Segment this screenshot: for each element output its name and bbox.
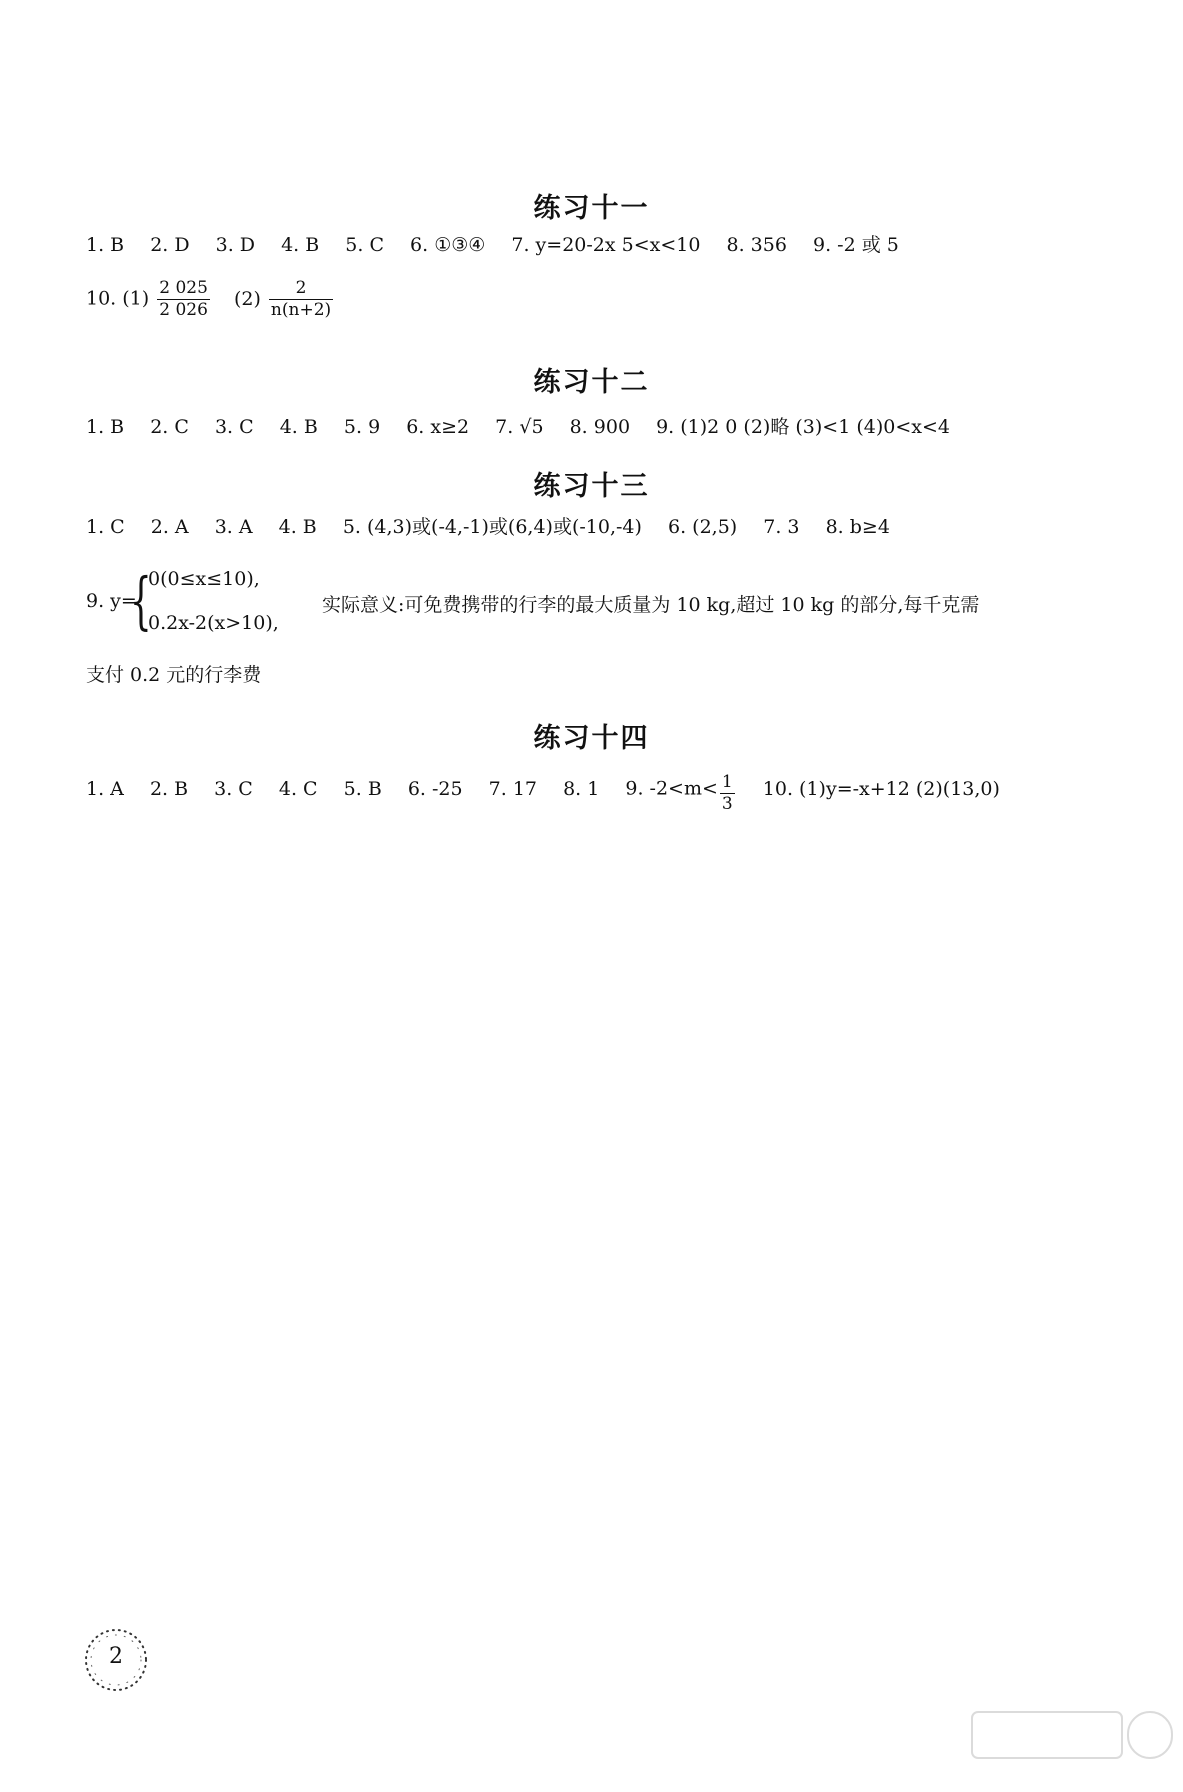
section-title-12: 练习十二	[533, 367, 650, 398]
answer-item: 8. 356	[726, 234, 787, 256]
answer-item: 5. (4,3)或(-4,-1)或(6,4)或(-10,-4)	[342, 516, 642, 538]
section-title-11: 练习十一	[533, 193, 650, 224]
piecewise-case-2: 0.2x-2(x>10),	[148, 612, 279, 634]
answer-item: 7. 17	[488, 777, 538, 800]
answer-item: 3. C	[214, 777, 253, 800]
answer-item: 8. b≥4	[825, 516, 890, 538]
piecewise-case-1: 0(0≤x≤10),	[148, 568, 260, 590]
answer-item: 7. √5	[495, 416, 544, 438]
practical-meaning: 实际意义:可免费携带的行李的最大质量为 10 kg,超过 10 kg 的部分,每千克需	[322, 594, 980, 616]
answer-line-13-cont: 支付 0.2 元的行李费	[86, 664, 262, 686]
piecewise-answer	[86, 564, 1096, 638]
section-title-13: 练习十三	[533, 471, 650, 502]
answer-item: 6. x≥2	[406, 416, 470, 438]
answer-item: 8. 900	[569, 416, 631, 438]
answer-item: 8. 1	[563, 777, 600, 800]
answer-item: 2. D	[150, 234, 190, 256]
fraction-numerator: 2	[269, 280, 333, 300]
answer-item: 1. A	[86, 777, 124, 800]
answer-line-14-1	[86, 770, 1020, 814]
answer-item: 4. B	[281, 234, 320, 256]
page-number	[78, 1622, 154, 1698]
answer-item: 5. B	[343, 777, 382, 800]
answer-item: 1. B	[86, 416, 125, 438]
question-label: 9. y=	[86, 590, 137, 612]
fraction-denominator: n(n+2)	[270, 300, 332, 320]
answer-item: 3. A	[214, 516, 253, 538]
answer-item: 4. B	[279, 416, 318, 438]
answer-line-12-1	[86, 418, 970, 437]
answer-item: 2. B	[149, 777, 189, 800]
answer-item: 2. A	[150, 516, 189, 538]
answer-item: 9. (1)2 0 (2)略 (3)<1 (4)0<x<4	[656, 416, 950, 438]
answer-item: 2. C	[150, 416, 189, 438]
page-number-text: 2	[109, 1644, 123, 1669]
watermark-logo	[968, 1708, 1178, 1788]
fraction-1-3	[720, 774, 735, 813]
watermark-icon	[968, 1708, 1178, 1788]
answer-item: 6. ①③④	[410, 234, 486, 256]
answer-item: 9. -2<m<	[625, 777, 718, 800]
answer-item: 9. -2 或 5	[813, 234, 899, 256]
answer-item: 4. B	[278, 516, 317, 538]
answer-item: 4. C	[278, 777, 318, 800]
fraction-numerator: 2 025	[159, 278, 208, 298]
fraction-numerator: 1	[721, 772, 733, 792]
answer-item: 5. 9	[343, 416, 381, 438]
answer-item: 7. 3	[763, 516, 800, 538]
answer-item: 7. y=20-2x 5<x<10	[511, 234, 701, 256]
left-brace: {	[130, 564, 152, 637]
answer-line-11-2	[86, 280, 335, 319]
answer-item: 1. B	[86, 234, 125, 256]
section-title-14: 练习十四	[533, 723, 650, 754]
fraction-2025-2026	[157, 280, 210, 319]
fraction-denominator: 3	[721, 794, 733, 814]
answer-line-11-1	[86, 236, 919, 255]
answer-item: 1. C	[86, 516, 125, 538]
fraction-2-n-n2	[269, 280, 333, 319]
answer-item: 6. -25	[407, 777, 463, 800]
answer-item: 5. C	[345, 234, 384, 256]
answer-item: 6. (2,5)	[667, 516, 738, 538]
answer-item: 10. (1)y=-x+12 (2)(13,0)	[762, 777, 1000, 800]
fraction-denominator: 2 026	[159, 300, 208, 320]
answer-item: 3. C	[214, 416, 254, 438]
answer-line-13-1	[86, 518, 910, 537]
part-label: (1)	[122, 287, 150, 310]
part-label: (2)	[233, 287, 261, 310]
answer-item: 3. D	[215, 234, 256, 256]
question-label: 10.	[86, 287, 117, 310]
